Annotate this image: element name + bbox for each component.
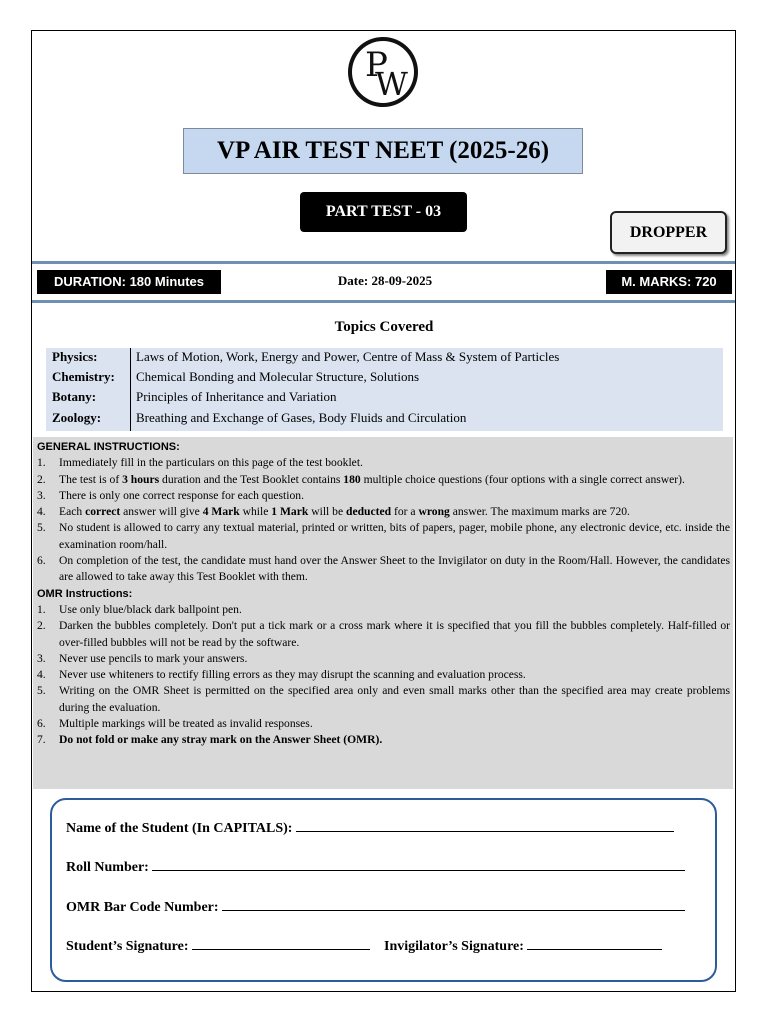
part-label: PART TEST - 03	[300, 192, 467, 232]
topics-heading: Topics Covered	[334, 319, 434, 335]
omr-barcode-row[interactable]: OMR Bar Code Number:	[66, 898, 685, 916]
invigilator-signature-field[interactable]	[527, 937, 662, 950]
divider-bottom	[32, 300, 735, 303]
student-details-form	[50, 798, 717, 982]
omr-barcode-field[interactable]	[222, 898, 685, 911]
omr-item: 1. Use only blue/black dark ballpoint pen.	[37, 602, 242, 616]
divider-top	[32, 261, 735, 264]
student-name-row[interactable]: Name of the Student (In CAPITALS):	[66, 819, 674, 837]
roll-number-field[interactable]	[152, 858, 685, 871]
general-instructions-heading: GENERAL INSTRUCTIONS:	[37, 441, 180, 453]
pw-logo: P W	[348, 37, 418, 107]
omr-item: 6. Multiple markings will be treated as invalid responses.	[37, 717, 313, 731]
test-title: VP AIR TEST NEET (2025-26)	[183, 128, 583, 174]
roll-number-row[interactable]: Roll Number:	[66, 858, 685, 876]
category-badge: DROPPER	[610, 211, 727, 254]
student-name-field[interactable]	[296, 819, 674, 832]
general-item: 1. Immediately fill in the particulars on this page of the test booklet.	[37, 456, 363, 470]
general-item: 6. On completion of the test, the candidate must hand over the Answer Sheet to the Invigilator on duty in the Room/Hall. However, the candidates are allowed to take away this Test Booklet with them.	[37, 554, 730, 584]
student-signature-field[interactable]	[192, 937, 370, 950]
general-item: 4. Each correct answer will give 4 Mark while 1 Mark will be deducted for a wrong answer. The maximum marks are 720.	[37, 505, 630, 519]
max-marks-badge: M. MARKS: 720	[606, 270, 732, 294]
topic-row-botany: Botany: Principles of Inheritance and Variation	[52, 389, 337, 404]
omr-item: 2. Darken the bubbles completely. Don't put a tick mark or a cross mark where it is specified that you fill the bubbles completely. Half-filled or over-filled bubbles will not be read by the software.	[37, 619, 730, 649]
omr-instructions-heading: OMR Instructions:	[37, 587, 133, 600]
topics-table	[46, 348, 723, 431]
general-item: 2. The test is of 3 hours duration and the Test Booklet contains 180 multiple choice questions (four options with a single correct answer).	[37, 472, 685, 486]
omr-item: 7. Do not fold or make any stray mark on the Answer Sheet (OMR).	[37, 733, 383, 747]
topic-row-zoology: Zoology: Breathing and Exchange of Gases, Body Fluids and Circulation	[52, 410, 467, 425]
test-date: Date: 28-09-2025	[337, 273, 433, 288]
omr-item: 3. Never use pencils to mark your answers.	[37, 651, 248, 665]
topic-row-chemistry: Chemistry: Chemical Bonding and Molecular Structure, Solutions	[52, 369, 420, 384]
duration-badge: DURATION: 180 Minutes	[37, 270, 221, 294]
omr-item: 4. Never use whiteners to rectify filling errors as they may disrupt the scanning and evaluation process.	[37, 668, 526, 682]
signature-row[interactable]: Student’s Signature: Invigilator’s Signature:	[66, 937, 662, 955]
general-item: 3. There is only one correct response for each question.	[37, 488, 304, 502]
instructions-panel	[33, 437, 733, 789]
omr-item: 5. Writing on the OMR Sheet is permitted on the specified area only and even small marks other than the specified area may create problems during the evaluation.	[37, 684, 730, 714]
general-item: 5. No student is allowed to carry any textual material, printed or written, bits of papers, pager, mobile phone, any electronic device, etc. inside the examination room/hall.	[37, 521, 730, 551]
topic-row-physics: Physics: Laws of Motion, Work, Energy and Power, Centre of Mass & System of Particles	[52, 349, 560, 364]
